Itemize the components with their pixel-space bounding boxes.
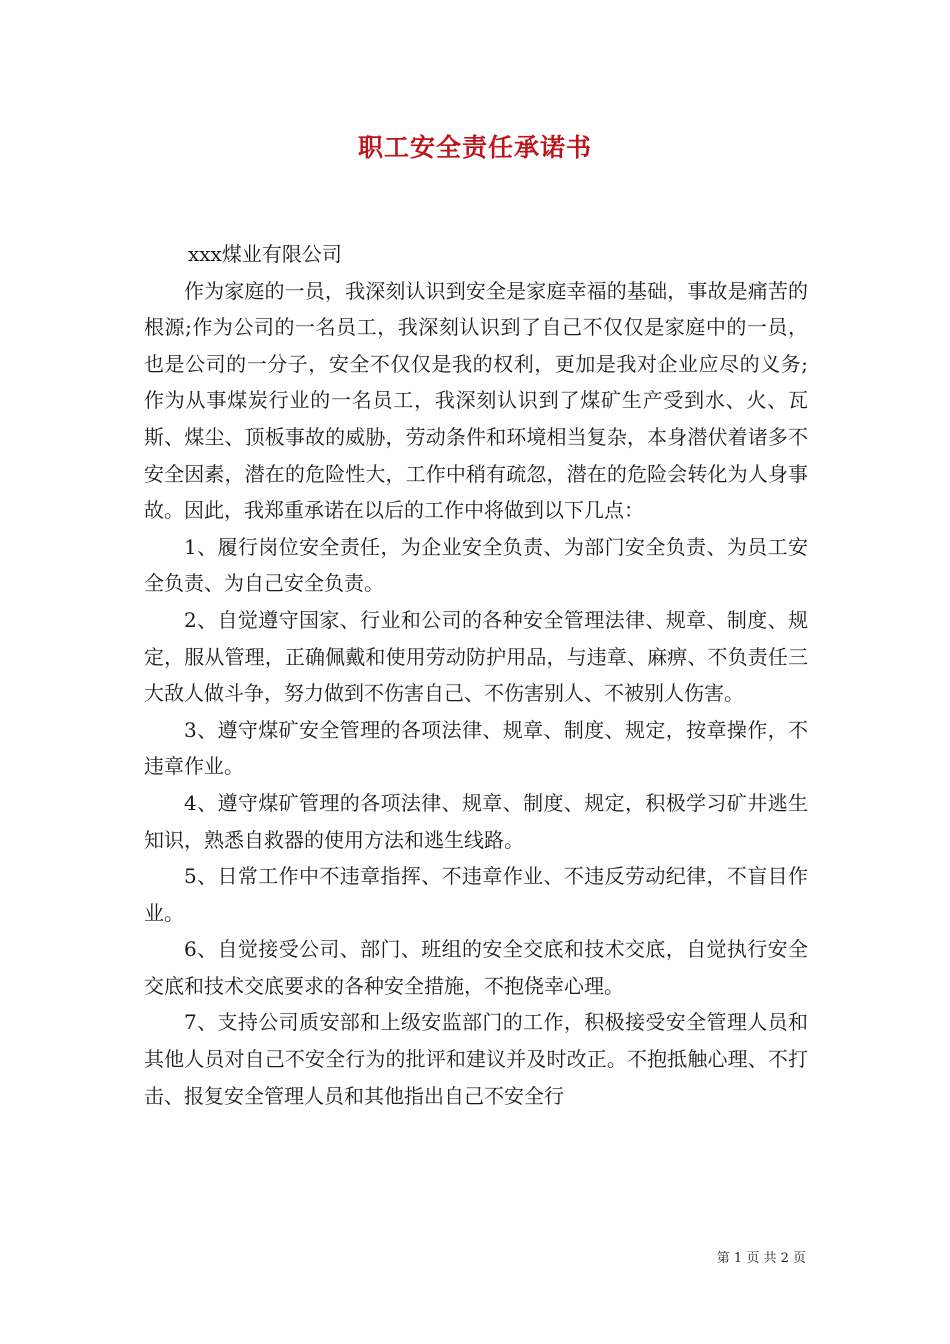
document-body (144, 236, 808, 1114)
paragraph-item-7: 7、支持公司质安部和上级安监部门的工作，积极接受安全管理人员和其他人员对自己不安全行为的批评和建议并及时改正。不抱抵触心理、不打击、报复安全管理人员和其他指出自己不安全行 (144, 1010, 808, 1108)
paragraph-item-2: 2、自觉遵守国家、行业和公司的各种安全管理法律、规章、制度、规定，服从管理，正确佩戴和使用劳动防护用品，与违章、麻痹、不负责任三大敌人做斗争，努力做到不伤害自己、不伤害别人、不被别人伤害。 (144, 607, 808, 706)
paragraph-item-3: 3、遵守煤矿安全管理的各项法律、规章、制度、规定，按章操作，不违章作业。 (144, 717, 808, 779)
paragraph-item-5: 5、日常工作中不违章指挥、不违章作业、不违反劳动纪律，不盲目作业。 (144, 864, 808, 925)
paragraph-item-1: 1、履行岗位安全责任，为企业安全负责、为部门安全负责、为员工安全负责、为自己安全负责。 (144, 534, 808, 596)
document-title: 职工安全责任承诺书 (357, 133, 592, 162)
paragraph-item-4: 4、遵守煤矿管理的各项法律、规章、制度、规定，积极学习矿井逃生知识，熟悉自救器的使用方法和逃生线路。 (144, 790, 808, 852)
company-name: xxx煤业有限公司 (188, 242, 342, 266)
paragraph-item-6: 6、自觉接受公司、部门、班组的安全交底和技术交底，自觉执行安全交底和技术交底要求的各种安全措施，不抱侥幸心理。 (144, 937, 808, 998)
paragraph-intro: 作为家庭的一员，我深刻认识到安全是家庭幸福的基础，事故是痛苦的根源;作为公司的一名员工，我深刻认识到了自己不仅仅是家庭中的一员，也是公司的一分子，安全不仅仅是我的权利，更加是我对企业应尽的义务;作为从事煤炭行业的一名员工，我深刻认识到了煤矿生产受到水、火、瓦斯、煤尘、顶板事故的威胁，劳动条件和环境相当复杂，本身潜伏着诸多不安全因素，潜在的危险性大，工作中稍有疏忽，潜在的危险会转化为人身事故。因此，我郑重承诺在以后的工作中将做到以下几点： (144, 278, 808, 523)
page-number: 第 1 页 共 2 页 (716, 1251, 806, 1266)
